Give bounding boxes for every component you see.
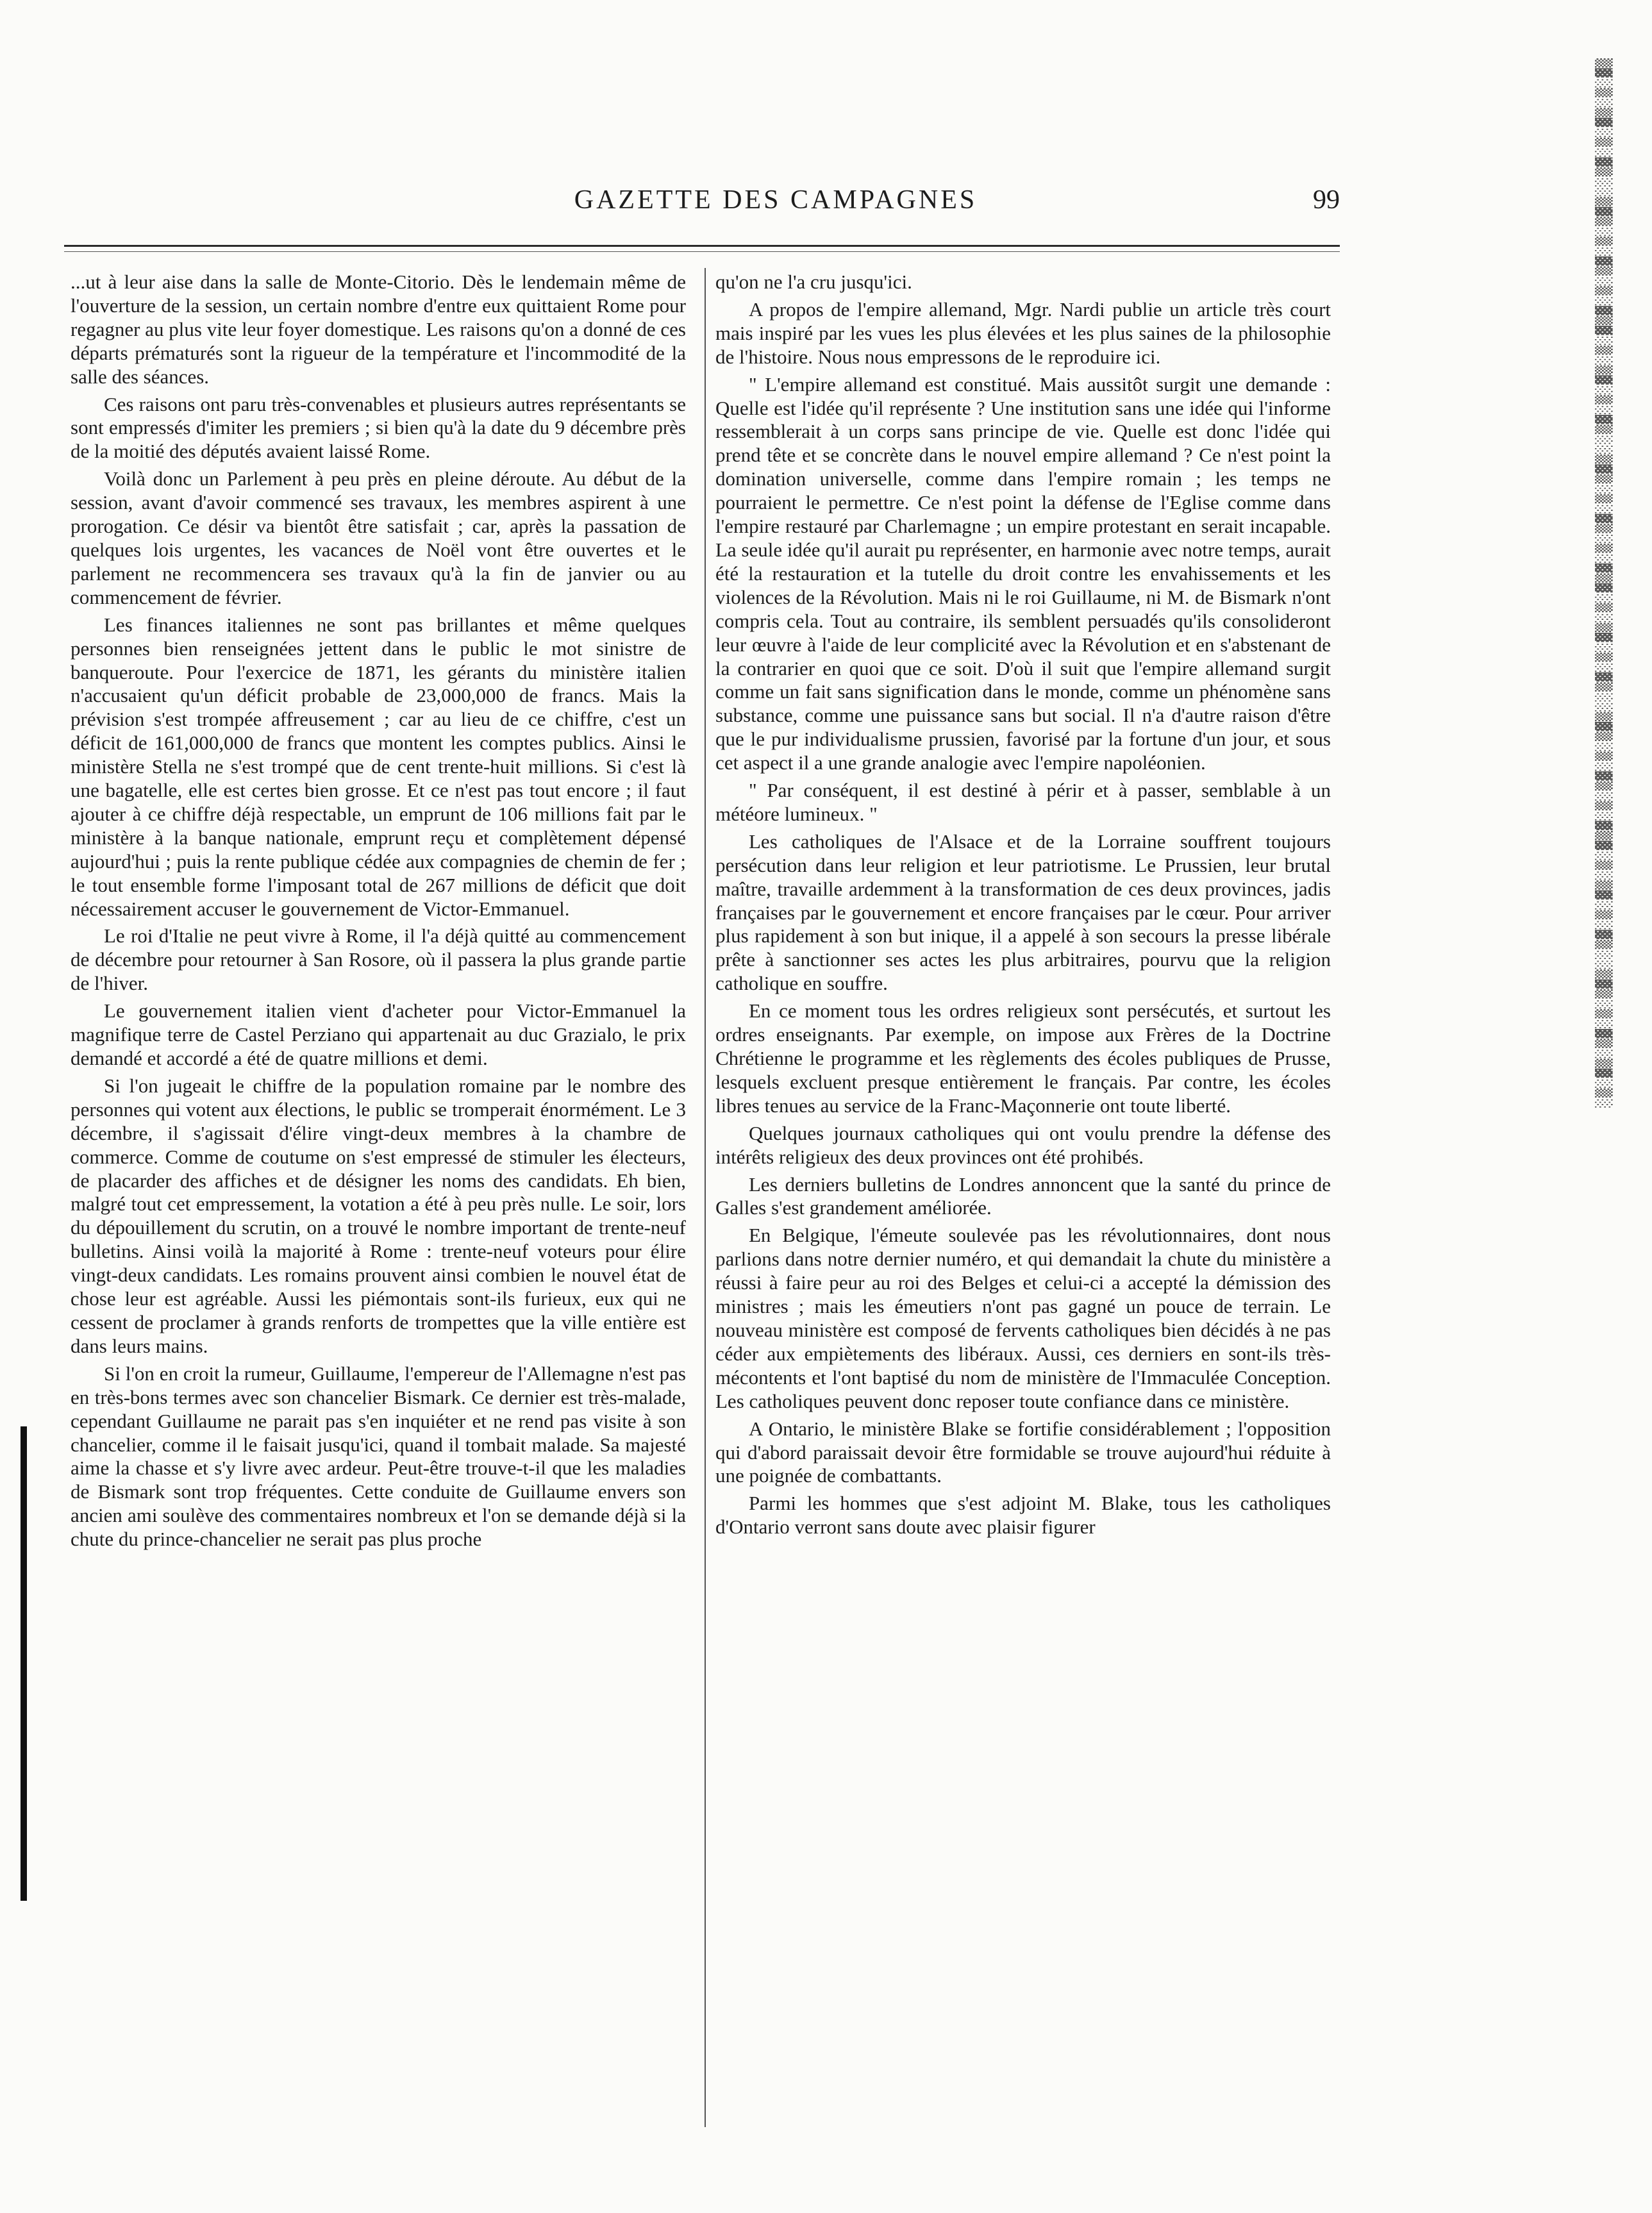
- paragraph: Les finances italiennes ne sont pas brillantes et même quelques personnes bien renseignées jettent dans le public le mot sinistre de banqueroute. Pour l'exercice de 1871, les gérants du ministère italien n'accusaient qu'un déficit probable de 23,000,000 de francs. Mais la prévision s'est trompée affreusement ; car au lieu de ce chiffre, c'est un déficit de 161,000,000 de francs que montent les comptes publics. Ainsi le ministère Stella ne s'est trompé que de cent trente-huit millions. Si c'est là une bagatelle, elle est certes bien grosse. Et ce n'est pas tout encore ; il faut ajouter à ce chiffre déjà respectable, un emprunt de 106 millions fait par le ministère à la banque nationale, emprunt reçu et complètement dépensé aujourd'hui ; puis la rente publique cédée aux compagnies de chemin de fer ; le tout ensemble forme l'imposant total de 267 millions de déficit que doit nécessairement accuser le gouvernement de Victor-Emmanuel.: [71, 613, 686, 920]
- page-header: [212, 181, 1340, 219]
- header-rule-thin: [64, 251, 1340, 252]
- paragraph: Le gouvernement italien vient d'acheter pour Victor-Emmanuel la magnifique terre de Castel Perziano qui appartenait au duc Grazialo, le prix demandé et accordé a été de quatre millions et demi.: [71, 999, 686, 1069]
- bleed-through-edge: ░▒░▓▒░▒▓░▒░▒▓▒░░▒▓░▒░▓▒░▒░▓▒▓░▒░▒▓░▒░▒▓▒░░▒▓░▒░▓▒░▒░▓▒▓░▒░▒▓░▒░▒▓▒░░▒▓░▒░▓▒░▒░▓▒▓░▒░▒▓░▒░▒▓▒░░▒▓░▒░▓▒░▒░▓▒: [1595, 58, 1613, 1108]
- column-divider: [705, 268, 706, 2127]
- paragraph: " L'empire allemand est constitué. Mais aussitôt surgit une demande : Quelle est l'idée qu'il représente ? Une institution sans une idée qui l'informe ressemblerait à un corps sans principe de vie. Quelle est donc l'idée qui prend tête et se concrète dans le nouvel empire allemand ? Ce n'est point la domination universelle, comme dans l'empire romain ; les temps ne pourraient le permettre. Ce n'est point la défense de l'Eglise comme dans l'empire restauré par Charlemagne ; un empire protestant en serait incapable. La seule idée qu'il aurait pu représenter, en harmonie avec notre temps, aurait été la restauration et la tutelle du droit contre les envahissements et les violences de la Révolution. Mais ni le roi Guillaume, ni M. de Bismark n'ont compris cela. Tout au contraire, ils semblent persuadés qu'ils consolideront leur œuvre à l'aide de leur complicité avec la Révolution et en s'abstenant de la contrarier en quoi que ce soit. D'où il suit que l'empire allemand surgit comme un fait sans signification dans le monde, comme un phénomène sans substance, comme une puissance sans but social. Il n'a d'autre raison d'être que le pur individualisme prussien, favorisé par la fortune d'un jour, et sous cet aspect il a une grande analogie avec l'empire napoléonien.: [715, 372, 1331, 774]
- paragraph: " Par conséquent, il est destiné à périr et à passer, semblable à un météore lumineux. ": [715, 779, 1331, 825]
- left-column: [71, 271, 686, 2142]
- newspaper-title: GAZETTE DES CAMPAGNES: [574, 185, 978, 215]
- paragraph: Le roi d'Italie ne peut vivre à Rome, il l'a déjà quitté au commencement de décembre pour retourner à San Rosore, où il passera la plus grande partie de l'hiver.: [71, 924, 686, 995]
- paragraph: ...ut à leur aise dans la salle de Monte-Citorio. Dès le lendemain même de l'ouverture de la session, un certain nombre d'entre eux quittaient Rome pour regagner au plus vite leur foyer domestique. Les raisons qu'on a donné de ces départs prématurés sont la rigueur de la température et l'incommodité de la salle des séances.: [71, 271, 686, 388]
- paragraph: Voilà donc un Parlement à peu près en pleine déroute. Au début de la session, avant d'avoir commencé ses travaux, les membres aspirent à une prorogation. Ce désir va bientôt être satisfait ; car, après la passation de quelques lois urgentes, les vacances de Noël vont être ouvertes et le parlement ne recommencera ses travaux qu'à la fin de janvier ou au commencement de février.: [71, 467, 686, 608]
- paragraph: A propos de l'empire allemand, Mgr. Nardi publie un article très court mais inspiré par les vues les plus élevées et les plus saines de la philosophie de l'histoire. Nous nous empressons de le reproduire ici.: [715, 297, 1331, 368]
- paragraph: A Ontario, le ministère Blake se fortifie considérablement ; l'opposition qui d'abord paraissait devoir être formidable se trouve aujourd'hui réduite à une poignée de combattants.: [715, 1417, 1331, 1487]
- margin-scan-bar: [21, 1426, 27, 1901]
- header-rule: [64, 245, 1340, 247]
- paragraph: Si l'on en croit la rumeur, Guillaume, l'empereur de l'Allemagne n'est pas en très-bons termes avec son chancelier Bismark. Ce dernier est très-malade, cependant Guillaume ne parait pas s'en inquiéter et ne rend pas visite à son chancelier, comme il le faisait jusqu'ici, quand il tombait malade. Sa majesté aime la chasse et s'y livre avec ardeur. Peut-être trouve-t-il que les maladies de Bismark sont trop fréquentes. Cette conduite de Guillaume envers son ancien ami soulève des commentaires nombreux et l'on se demande déjà si la chute du prince-chancelier ne serait pas plus proche: [71, 1362, 686, 1551]
- page-number: 99: [1313, 185, 1340, 215]
- paragraph: Ces raisons ont paru très-convenables et plusieurs autres représentants se sont empressés d'imiter les premiers ; si bien qu'à la date du 9 décembre près de la moitié des députés avaient laissé Rome.: [71, 392, 686, 463]
- paragraph: En ce moment tous les ordres religieux sont persécutés, et surtout les ordres enseignants. Par exemple, on impose aux Frères de la Doctrine Chrétienne le programme et les règlements des écoles publiques de Prusse, lesquels excluent presque entièrement le français. Par contre, les écoles libres tenues au service de la Franc-Maçonnerie ont toute liberté.: [715, 999, 1331, 1117]
- paragraph: En Belgique, l'émeute soulevée pas les révolutionnaires, dont nous parlions dans notre dernier numéro, et qui demandait la chute du ministère a réussi à faire peur au roi des Belges et celui-ci a accepté la démission des ministres ; mais les émeutiers n'ont pas gagné un pouce de terrain. Le nouveau ministère est composé de fervents catholiques bien décidés à ne pas céder aux empiètements des libéraux. Aussi, ces derniers en sont-ils très-mécontents et l'ont baptisé du nom de ministère de l'Immaculée Conception. Les catholiques peuvent donc reposer toute confiance dans ce ministère.: [715, 1224, 1331, 1412]
- paragraph: Si l'on jugeait le chiffre de la population romaine par le nombre des personnes qui votent aux élections, le public se tromperait énormément. Le 3 décembre, il s'agissait d'élire vingt-deux membres à la chambre de commerce. Comme de coutume on s'est empressé de stimuler les électeurs, de placarder des affiches et de désigner les noms des candidats. Eh bien, malgré tout cet empressement, la votation a été à peu près nulle. Le soir, lors du dépouillement du scrutin, on a trouvé le nombre important de trente-neuf bulletins. Ainsi voilà la majorité à Rome : trente-neuf voteurs pour élire vingt-deux candidats. Les romains prouvent ainsi combien le nouvel état de chose leur est agréable. Aussi les piémontais sont-ils furieux, eux qui ne cessent de proclamer à grands renforts de trompettes que la ville entière est dans leurs mains.: [71, 1074, 686, 1357]
- paragraph: Les derniers bulletins de Londres annoncent que la santé du prince de Galles s'est grandement améliorée.: [715, 1173, 1331, 1219]
- paragraph: qu'on ne l'a cru jusqu'ici.: [715, 271, 912, 293]
- paragraph: Quelques journaux catholiques qui ont voulu prendre la défense des intérêts religieux des deux provinces ont été prohibés.: [715, 1121, 1331, 1168]
- paragraph: Les catholiques de l'Alsace et de la Lorraine souffrent toujours persécution dans leur religion et leur patriotisme. Le Prussien, leur brutal maître, travaille ardemment à la transformation de ces deux provinces, jadis françaises par le gouvernement et encore françaises par le cœur. Pour arriver plus rapidement à son but inique, il a appelé à son secours la presse libérale prête à sanctionner ses actes les plus arbitraires, pourvu que la religion catholique en souffre.: [715, 830, 1331, 995]
- paragraph: Parmi les hommes que s'est adjoint M. Blake, tous les catholiques d'Ontario verront sans doute avec plaisir figurer: [715, 1492, 1331, 1539]
- right-column: [715, 271, 1331, 2142]
